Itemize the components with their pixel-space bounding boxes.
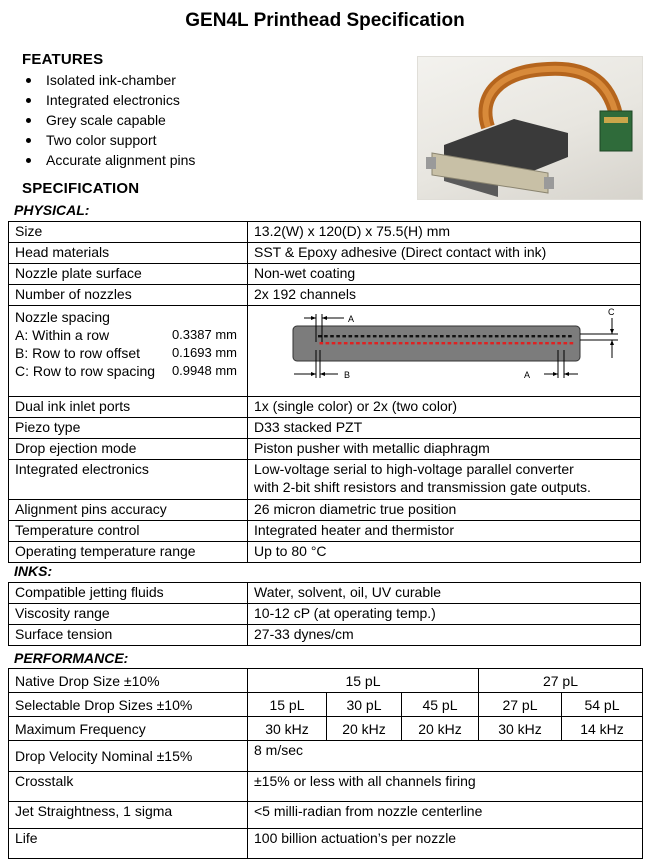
row-value: Water, solvent, oil, UV curable xyxy=(248,583,641,604)
native-drop-27: 27 pL xyxy=(479,669,643,693)
row-label: Native Drop Size ±10% xyxy=(9,669,248,693)
nozzle-dash-black xyxy=(434,335,438,337)
nozzle-dash-black xyxy=(422,335,426,337)
table-row xyxy=(9,772,643,802)
nozzle-dash-red xyxy=(515,342,519,344)
table-row xyxy=(9,418,641,439)
drop-size-cell: 15 pL xyxy=(248,693,327,717)
feature-item: Accurate alignment pins xyxy=(22,150,195,170)
nozzle-dash-red xyxy=(435,342,439,344)
row-label: Drop ejection mode xyxy=(9,439,248,460)
nozzle-dash-red xyxy=(320,342,324,344)
nozzle-dash-red xyxy=(533,342,537,344)
row-label: Crosstalk xyxy=(9,772,248,802)
row-label: Selectable Drop Sizes ±10% xyxy=(9,693,248,717)
nozzle-dash-red xyxy=(344,342,348,344)
spacing-value: 0.3387 mm xyxy=(171,327,237,342)
nozzle-dash-red xyxy=(442,342,446,344)
table-row xyxy=(9,521,641,542)
row-value: 10-12 cP (at operating temp.) xyxy=(248,604,641,625)
diagram-label-a-bottom: A xyxy=(524,370,531,380)
nozzle-dash-red xyxy=(326,342,330,344)
nozzle-dash-black xyxy=(489,335,493,337)
nozzle-dash-black xyxy=(379,335,383,337)
row-value: 2x 192 channels xyxy=(248,285,641,306)
drop-size-cell: 27 pL xyxy=(479,693,562,717)
nozzle-dash-black xyxy=(464,335,468,337)
row-value: Piston pusher with metallic diaphragm xyxy=(248,439,641,460)
nozzle-dash-black xyxy=(471,335,475,337)
row-value: SST & Epoxy adhesive (Direct contact with ink) xyxy=(248,243,641,264)
nozzle-dash-red xyxy=(417,342,421,344)
nozzle-dash-red xyxy=(490,342,494,344)
nozzle-dash-red xyxy=(484,342,488,344)
nozzle-dash-red xyxy=(472,342,476,344)
frequency-cell: 20 kHz xyxy=(402,717,479,741)
nozzle-dash-black xyxy=(556,335,560,337)
row-label: Viscosity range xyxy=(9,604,248,625)
nozzle-dash-red xyxy=(350,342,354,344)
drop-size-cell: 54 pL xyxy=(562,693,643,717)
nozzle-dash-black xyxy=(519,335,523,337)
table-row xyxy=(9,222,641,243)
nozzle-dash-red xyxy=(557,342,561,344)
nozzle-dash-black xyxy=(373,335,377,337)
printhead-photo xyxy=(417,56,643,200)
drop-size-cell: 45 pL xyxy=(402,693,479,717)
frequency-cell: 30 kHz xyxy=(248,717,327,741)
nozzle-dash-black xyxy=(428,335,432,337)
row-label: Jet Straightness, 1 sigma xyxy=(9,802,248,829)
nozzle-dash-black xyxy=(416,335,420,337)
drop-size-cell: 30 pL xyxy=(327,693,402,717)
frequency-cell: 14 kHz xyxy=(562,717,643,741)
nozzle-dash-black xyxy=(410,335,414,337)
row-label: Compatible jetting fluids xyxy=(9,583,248,604)
row-value: 1x (single color) or 2x (two color) xyxy=(248,397,641,418)
nozzle-dash-red xyxy=(429,342,433,344)
spacing-label: C: Row to row spacing xyxy=(15,363,156,379)
nozzle-dash-black xyxy=(446,335,450,337)
nozzle-dash-red xyxy=(460,342,464,344)
row-label: Size xyxy=(9,222,248,243)
nozzle-dash-red xyxy=(503,342,507,344)
row-value: 26 micron diametric true position xyxy=(248,500,641,521)
spacing-label: A: Within a row xyxy=(15,327,110,343)
physical-table xyxy=(8,221,641,563)
nozzle-dash-red xyxy=(381,342,385,344)
nozzle-dash-red xyxy=(527,342,531,344)
table-row xyxy=(9,439,641,460)
spacing-value: 0.9948 mm xyxy=(171,363,237,378)
table-row xyxy=(9,604,641,625)
nozzle-dash-red xyxy=(539,342,543,344)
table-row xyxy=(9,500,641,521)
nozzle-dash-red xyxy=(356,342,360,344)
nozzle-dash-black xyxy=(562,335,566,337)
nozzle-dash-black xyxy=(495,335,499,337)
nozzle-dash-black xyxy=(397,335,401,337)
row-label: Head materials xyxy=(9,243,248,264)
row-value: Integrated heater and thermistor xyxy=(248,521,641,542)
nozzle-dash-black xyxy=(501,335,505,337)
nozzle-dash-red xyxy=(374,342,378,344)
table-row xyxy=(9,264,641,285)
row-value: 13.2(W) x 120(D) x 75.5(H) mm xyxy=(248,222,641,243)
nozzle-spacing-label: Nozzle spacing xyxy=(15,309,110,325)
nozzle-dash-black xyxy=(452,335,456,337)
row-label: Alignment pins accuracy xyxy=(9,500,248,521)
nozzle-dash-red xyxy=(496,342,500,344)
table-row xyxy=(9,460,641,500)
feature-item: Integrated electronics xyxy=(22,90,195,110)
table-row xyxy=(9,583,641,604)
table-row xyxy=(9,802,643,829)
nozzle-spacing-b xyxy=(15,344,241,362)
nozzle-dash-black xyxy=(532,335,536,337)
nozzle-dash-red xyxy=(393,342,397,344)
nozzle-dash-red xyxy=(570,342,574,344)
table-row-nozzle-spacing xyxy=(9,306,641,397)
row-value: 8 m/sec xyxy=(248,741,643,772)
nozzle-dash-black xyxy=(367,335,371,337)
nozzle-dash-red xyxy=(545,342,549,344)
nozzle-spacing-c xyxy=(15,362,241,380)
nozzle-dash-black xyxy=(361,335,365,337)
nozzle-dash-black xyxy=(336,335,340,337)
row-label: Drop Velocity Nominal ±15% xyxy=(9,741,248,772)
row-label: Maximum Frequency xyxy=(9,717,248,741)
table-row xyxy=(9,669,643,693)
nozzle-dash-black xyxy=(477,335,481,337)
nozzle-spacing-a xyxy=(15,326,241,344)
row-label: Dual ink inlet ports xyxy=(9,397,248,418)
table-row xyxy=(9,542,641,563)
row-value: 27-33 dynes/cm xyxy=(248,625,641,646)
row-value: Non-wet coating xyxy=(248,264,641,285)
nozzle-dash-black xyxy=(550,335,554,337)
performance-table xyxy=(8,668,643,859)
nozzle-dash-black xyxy=(440,335,444,337)
nozzle-dash-red xyxy=(454,342,458,344)
nozzle-dash-red xyxy=(362,342,366,344)
diagram-label-b: B xyxy=(344,370,351,380)
nozzle-dash-black xyxy=(458,335,462,337)
nozzle-dash-black xyxy=(568,335,572,337)
nozzle-dash-black xyxy=(483,335,487,337)
spacing-label: B: Row to row offset xyxy=(15,345,141,361)
row-label: Surface tension xyxy=(9,625,248,646)
row-label: Number of nozzles xyxy=(9,285,248,306)
nozzle-dash-red xyxy=(478,342,482,344)
feature-item: Grey scale capable xyxy=(22,110,195,130)
row-value: D33 stacked PZT xyxy=(248,418,641,439)
frequency-cell: 30 kHz xyxy=(479,717,562,741)
row-value: 100 billion actuation’s per nozzle xyxy=(248,829,643,859)
row-value-line: with 2-bit shift resistors and transmission gate outputs. xyxy=(254,479,591,495)
row-label: Operating temperature range xyxy=(9,542,248,563)
feature-item: Two color support xyxy=(22,130,195,150)
nozzle-dash-red xyxy=(368,342,372,344)
nozzle-dash-red xyxy=(338,342,342,344)
table-row xyxy=(9,285,641,306)
diagram-label-a: A xyxy=(348,314,355,324)
nozzle-dash-black xyxy=(513,335,517,337)
nozzle-dash-red xyxy=(509,342,513,344)
performance-heading: PERFORMANCE: xyxy=(14,650,129,666)
nozzle-dash-black xyxy=(544,335,548,337)
row-label: Piezo type xyxy=(9,418,248,439)
nozzle-dash-black xyxy=(318,335,322,337)
table-row xyxy=(9,243,641,264)
nozzle-dash-red xyxy=(387,342,391,344)
nozzle-dash-black xyxy=(355,335,359,337)
nozzle-dash-black xyxy=(342,335,346,337)
row-label: Integrated electronics xyxy=(9,460,248,500)
spacing-value: 0.1693 mm xyxy=(171,345,237,360)
feature-item: Isolated ink-chamber xyxy=(22,70,195,90)
nozzle-dash-black xyxy=(330,335,334,337)
row-label: Temperature control xyxy=(9,521,248,542)
nozzle-dash-red xyxy=(399,342,403,344)
row-value: Up to 80 °C xyxy=(248,542,641,563)
nozzle-dash-black xyxy=(507,335,511,337)
nozzle-dash-red xyxy=(332,342,336,344)
row-value: <5 milli-radian from nozzle centerline xyxy=(248,802,643,829)
row-value-line: Low-voltage serial to high-voltage parallel converter xyxy=(254,461,574,477)
nozzle-dash-red xyxy=(564,342,568,344)
nozzle-dash-black xyxy=(403,335,407,337)
nozzle-dash-black xyxy=(324,335,328,337)
table-row xyxy=(9,717,643,741)
nozzle-dash-black xyxy=(349,335,353,337)
frequency-cell: 20 kHz xyxy=(327,717,402,741)
table-row xyxy=(9,741,643,772)
nozzle-dash-red xyxy=(551,342,555,344)
nozzle-dash-red xyxy=(466,342,470,344)
nozzle-dash-red xyxy=(423,342,427,344)
nozzle-dash-black xyxy=(385,335,389,337)
nozzle-dash-red xyxy=(411,342,415,344)
nozzle-dash-red xyxy=(521,342,525,344)
specification-heading: SPECIFICATION xyxy=(22,180,140,197)
row-label: Nozzle plate surface xyxy=(9,264,248,285)
table-row xyxy=(9,829,643,859)
physical-heading: PHYSICAL: xyxy=(14,202,90,218)
nozzle-dash-black xyxy=(391,335,395,337)
nozzle-dash-red xyxy=(405,342,409,344)
row-value: ±15% or less with all channels firing xyxy=(248,772,643,802)
page-title: GEN4L Printhead Specification xyxy=(185,10,465,31)
nozzle-spacing-diagram xyxy=(248,306,640,392)
row-label: Life xyxy=(9,829,248,859)
diagram-label-c: C xyxy=(608,307,615,317)
nozzle-dash-red xyxy=(448,342,452,344)
nozzle-dash-black xyxy=(525,335,529,337)
table-row xyxy=(9,693,643,717)
inks-heading: INKS: xyxy=(14,563,53,579)
table-row xyxy=(9,625,641,646)
features-heading: FEATURES xyxy=(22,51,104,68)
native-drop-15: 15 pL xyxy=(248,669,479,693)
nozzle-dash-black xyxy=(538,335,542,337)
inks-table xyxy=(8,582,641,646)
features-list xyxy=(22,70,195,170)
table-row xyxy=(9,397,641,418)
